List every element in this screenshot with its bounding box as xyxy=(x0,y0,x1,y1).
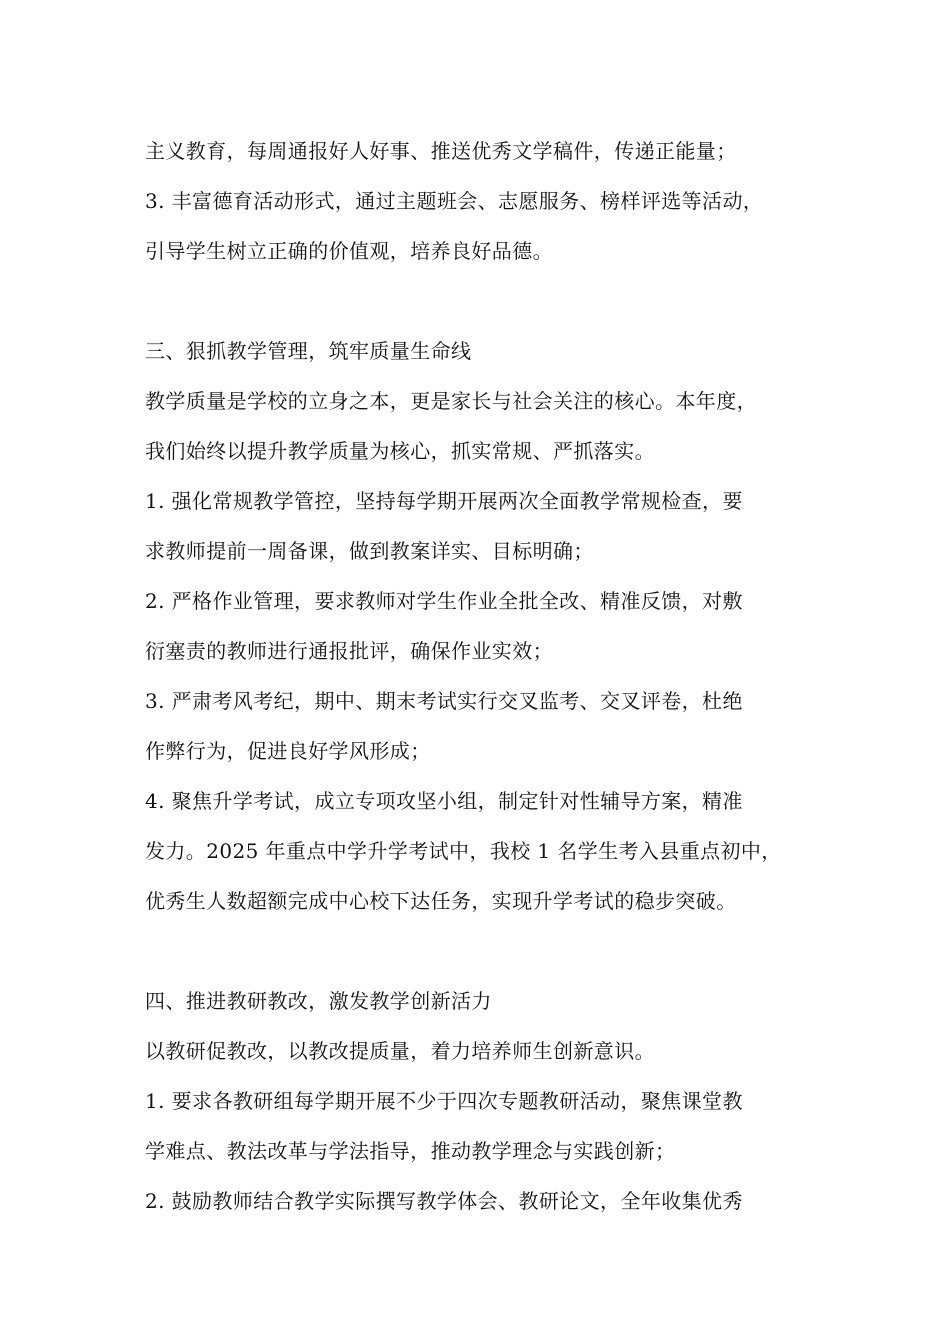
paragraph-line: 求教师提前一周备课，做到教案详实、目标明确； xyxy=(145,539,594,563)
paragraph-line: 引导学生树立正确的价值观，培养良好品德。 xyxy=(145,239,553,263)
list-item-line: 2. 严格作业管理，要求教师对学生作业全批全改、精准反馈，对敷 xyxy=(145,589,743,613)
list-item-line: 1. 强化常规教学管控，坚持每学期开展两次全面教学常规检查，要 xyxy=(145,489,743,513)
list-item-line: 1. 要求各教研组每学期开展不少于四次专题教研活动，聚焦课堂教 xyxy=(145,1089,743,1113)
paragraph-line: 主义教育，每周通报好人好事、推送优秀文学稿件，传递正能量； xyxy=(145,139,737,163)
paragraph-line: 发力。2025 年重点中学升学考试中，我校 1 名学生考入县重点初中， xyxy=(145,839,782,863)
paragraph-line: 学难点、教法改革与学法指导，推动教学理念与实践创新； xyxy=(145,1139,676,1163)
list-item-line: 3. 严肃考风考纪，期中、期末考试实行交叉监考、交叉评卷，杜绝 xyxy=(145,689,743,713)
section-heading: 四、推进教研教改，激发教学创新活力 xyxy=(145,989,492,1013)
paragraph-line: 衍塞责的教师进行通报批评，确保作业实效； xyxy=(145,639,553,663)
paragraph-line: 我们始终以提升教学质量为核心，抓实常规、严抓落实。 xyxy=(145,439,655,463)
list-item-line: 4. 聚焦升学考试，成立专项攻坚小组，制定针对性辅导方案，精准 xyxy=(145,789,743,813)
paragraph-line: 优秀生人数超额完成中心校下达任务，实现升学考试的稳步突破。 xyxy=(145,889,737,913)
list-item-line: 2. 鼓励教师结合教学实际撰写教学体会、教研论文，全年收集优秀 xyxy=(145,1189,743,1213)
paragraph-line: 作弊行为，促进良好学风形成； xyxy=(145,739,431,763)
section-heading: 三、狠抓教学管理，筑牢质量生命线 xyxy=(145,339,472,363)
paragraph-line: 以教研促教改，以教改提质量，着力培养师生创新意识。 xyxy=(145,1039,655,1063)
paragraph-line: 教学质量是学校的立身之本，更是家长与社会关注的核心。本年度， xyxy=(145,389,757,413)
list-item-line: 3. 丰富德育活动形式，通过主题班会、志愿服务、榜样评选等活动， xyxy=(145,189,764,213)
